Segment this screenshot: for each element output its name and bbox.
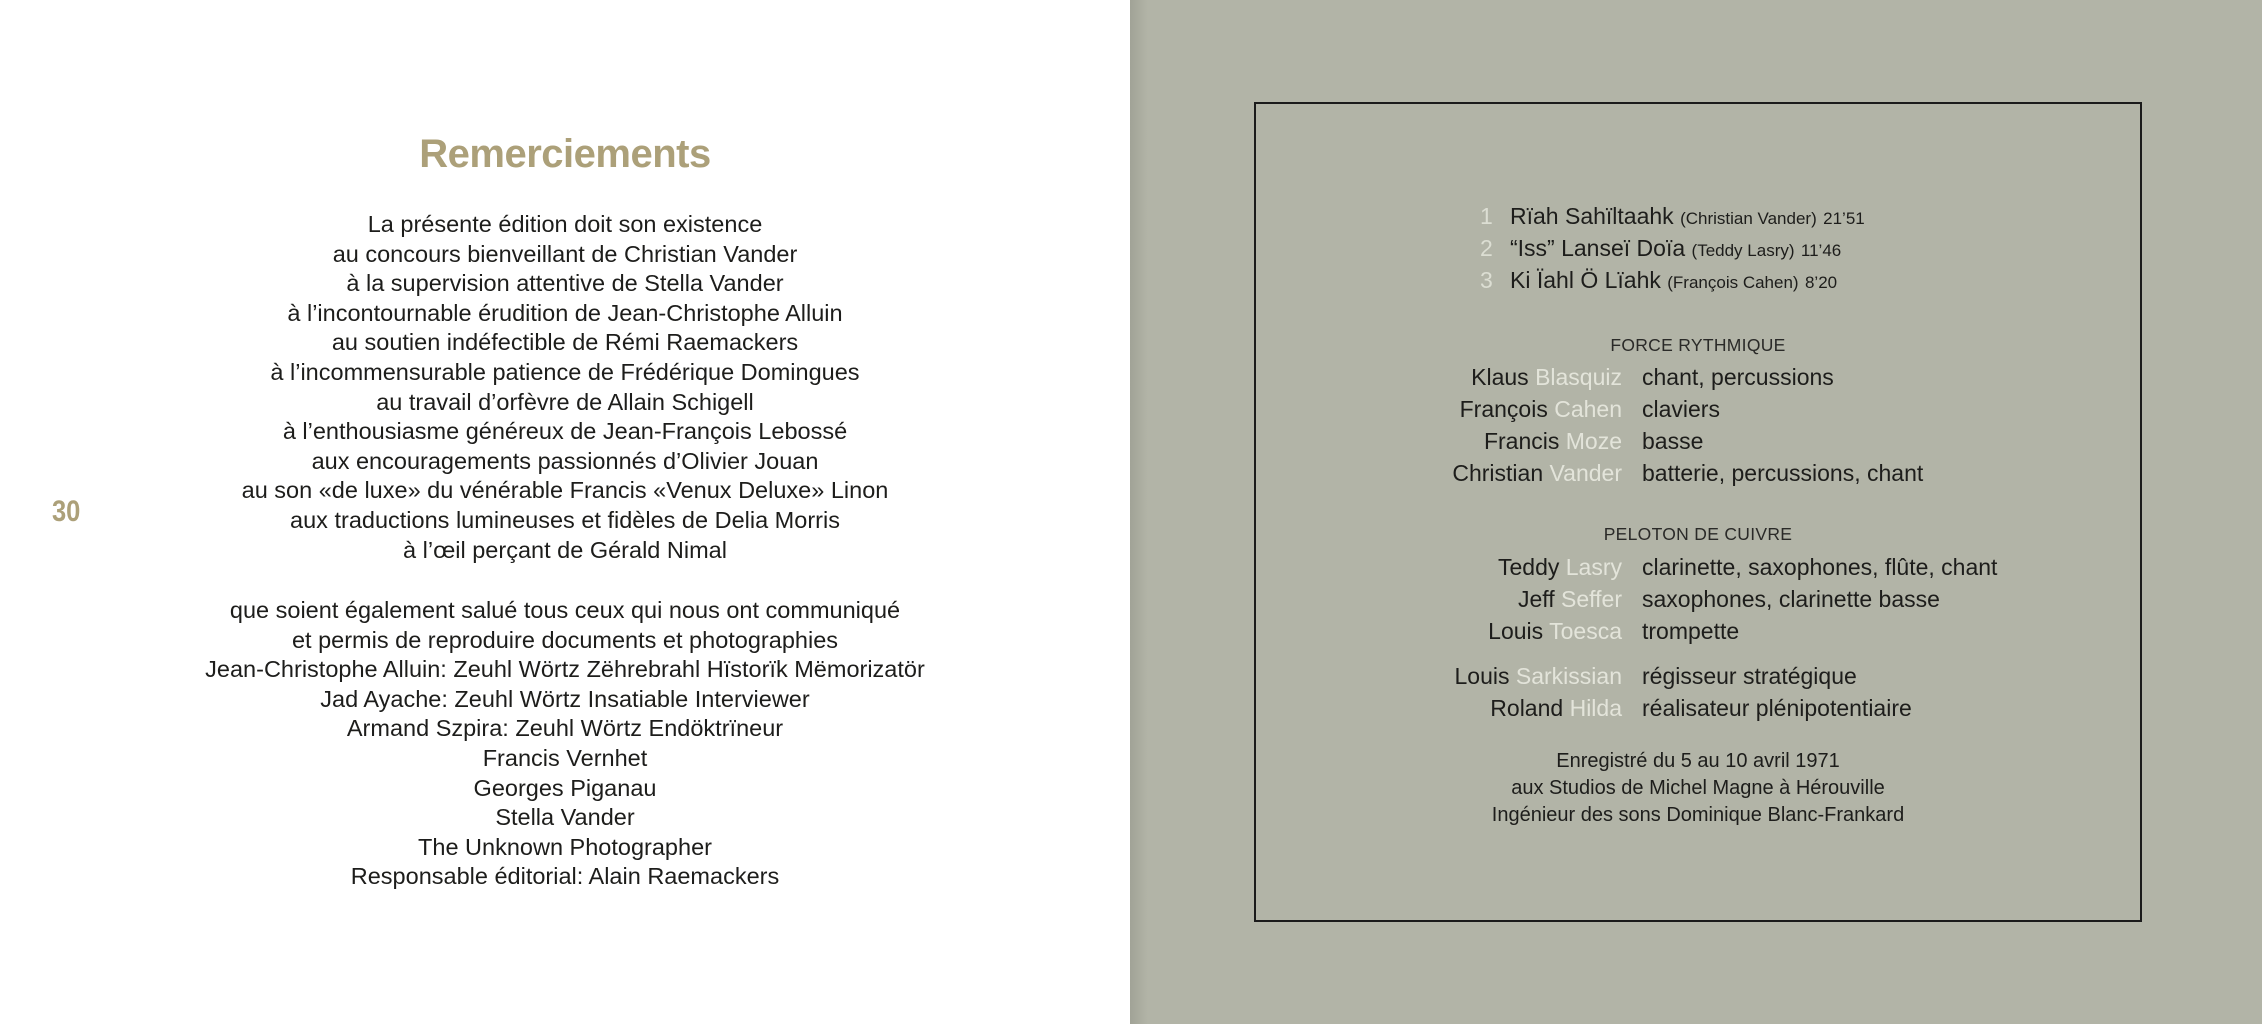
- track-number: 3: [1480, 267, 1493, 293]
- member-name: [1484, 425, 1622, 457]
- acknowledgement-line: Armand Szpira: Zeuhl Wörtz Endöktrïneur: [346, 715, 784, 742]
- member-role: régisseur stratégique: [1642, 663, 1857, 689]
- member-name: [1518, 583, 1622, 615]
- track-duration: 8’20: [1804, 273, 1838, 292]
- section-title-force-rythmique: FORCE RYTHMIQUE: [1610, 335, 1786, 355]
- member-first-name: Louis: [1454, 663, 1510, 689]
- page-number: 30: [52, 495, 81, 528]
- member-role: réalisateur plénipotentiaire: [1642, 695, 1912, 721]
- member-role: trompette: [1642, 618, 1740, 644]
- thanks-line: au concours bienveillant de Christian Vander: [332, 240, 798, 267]
- track-item: [1480, 200, 1865, 232]
- track-duration: 21’51: [1823, 209, 1865, 228]
- track-duration: 11’46: [1800, 241, 1842, 260]
- page-fold-shadow: [1130, 0, 1148, 1024]
- acknowledgement-line: Stella Vander: [495, 804, 635, 831]
- credit-line: aux Studios de Michel Magne à Hérouville: [1511, 777, 1885, 799]
- acknowledgement-line: Francis Vernhet: [482, 744, 648, 771]
- thanks-line: aux traductions lumineuses et fidèles de Delia Morris: [290, 506, 840, 533]
- acknowledgement-line: Jad Ayache: Zeuhl Wörtz Insatiable Interviewer: [320, 685, 810, 712]
- recording-credits: [1254, 748, 2142, 829]
- thanks-line: aux encouragements passionnés d’Olivier Jouan: [311, 447, 819, 474]
- member-name: [1471, 361, 1622, 393]
- acknowledgement-list: [0, 596, 1130, 892]
- track-number: 2: [1480, 235, 1493, 261]
- thanks-list: [0, 210, 1130, 565]
- thanks-line: au son «de luxe» du vénérable Francis «Venux Deluxe» Linon: [241, 477, 889, 504]
- thanks-line: au soutien indéfectible de Rémi Raemackers: [331, 329, 799, 356]
- thanks-line: au travail d’orfèvre de Allain Schigell: [376, 388, 754, 415]
- member-role: clarinette, saxophones, flûte, chant: [1642, 554, 1998, 580]
- acknowledgement-line: Responsable éditorial: Alain Raemackers: [350, 863, 780, 890]
- member-first-name: Klaus: [1471, 364, 1529, 390]
- member-role: claviers: [1642, 396, 1720, 422]
- member-first-name: Roland: [1490, 695, 1564, 721]
- member-row: [1254, 361, 2142, 393]
- member-name: [1452, 457, 1622, 489]
- page-title: Remerciements: [419, 132, 711, 176]
- track-list: [1480, 200, 1865, 296]
- credit-line: Enregistré du 5 au 10 avril 1971: [1556, 750, 1840, 772]
- member-role: basse: [1642, 428, 1704, 454]
- member-name: [1455, 660, 1622, 692]
- member-row: [1254, 551, 2142, 583]
- section-title-peloton-de-cuivre: PELOTON DE CUIVRE: [1603, 524, 1793, 544]
- track-title: “Iss” Lanseï Doïa: [1510, 235, 1686, 261]
- thanks-line: à l’incommensurable patience de Frédérique Domingues: [270, 358, 860, 385]
- member-role: saxophones, clarinette basse: [1642, 586, 1940, 612]
- thanks-line: à la supervision attentive de Stella Vander: [346, 270, 784, 297]
- member-first-name: Christian: [1452, 460, 1544, 486]
- member-last-name: Lasry: [1565, 554, 1622, 580]
- track-composer: (Christian Vander): [1680, 209, 1817, 228]
- acknowledgement-line: Jean-Christophe Alluin: Zeuhl Wörtz Zëhrebrahl Hïstorïk Mëmorizatör: [205, 656, 925, 683]
- member-row: [1254, 583, 2142, 615]
- track-title: Rïah Sahïltaahk: [1510, 203, 1674, 229]
- member-row: [1254, 425, 2142, 457]
- thanks-line: à l’incontournable érudition de Jean-Christophe Alluin: [287, 299, 843, 326]
- member-name: [1488, 615, 1622, 647]
- member-row: [1254, 393, 2142, 425]
- member-role: batterie, percussions, chant: [1642, 460, 1924, 486]
- track-composer: (Teddy Lasry): [1691, 241, 1795, 260]
- member-last-name: Cahen: [1554, 396, 1622, 422]
- member-name: [1490, 692, 1622, 724]
- member-last-name: Vander: [1549, 460, 1622, 486]
- member-first-name: Louis: [1488, 618, 1544, 644]
- thanks-line: à l’enthousiasme généreux de Jean-François Lebossé: [282, 418, 848, 445]
- track-composer: (François Cahen): [1667, 273, 1799, 292]
- member-last-name: Blasquiz: [1535, 364, 1622, 390]
- member-row: [1254, 457, 2142, 489]
- acknowledgement-line: que soient également salué tous ceux qui nous ont communiqué: [229, 597, 901, 623]
- member-last-name: Seffer: [1561, 586, 1622, 612]
- track-title: Ki Ïahl Ö Lïahk: [1510, 267, 1661, 293]
- member-first-name: Jeff: [1518, 586, 1555, 612]
- acknowledgement-line: The Unknown Photographer: [418, 833, 712, 860]
- member-first-name: Teddy: [1497, 554, 1560, 580]
- acknowledgement-line: et permis de reproduire documents et photographies: [291, 626, 839, 653]
- thanks-line: La présente édition doit son existence: [367, 211, 763, 237]
- staff-row: [1254, 692, 2142, 724]
- staff-row: [1254, 660, 2142, 692]
- member-name: [1460, 393, 1622, 425]
- member-last-name: Moze: [1565, 428, 1622, 454]
- member-last-name: Toesca: [1549, 618, 1622, 644]
- track-item: [1480, 232, 1865, 264]
- member-row: [1254, 615, 2142, 647]
- credit-line: Ingénieur des sons Dominique Blanc-Frankard: [1491, 804, 1905, 826]
- track-item: [1480, 264, 1865, 296]
- acknowledgement-line: Georges Piganau: [473, 774, 657, 801]
- member-last-name: Sarkissian: [1515, 663, 1622, 689]
- member-name: [1498, 551, 1622, 583]
- member-first-name: Francis: [1483, 428, 1560, 454]
- member-last-name: Hilda: [1569, 695, 1622, 721]
- member-first-name: François: [1459, 396, 1548, 422]
- member-role: chant, percussions: [1642, 364, 1834, 390]
- thanks-line: à l’œil perçant de Gérald Nimal: [403, 536, 727, 563]
- track-number: 1: [1480, 203, 1493, 229]
